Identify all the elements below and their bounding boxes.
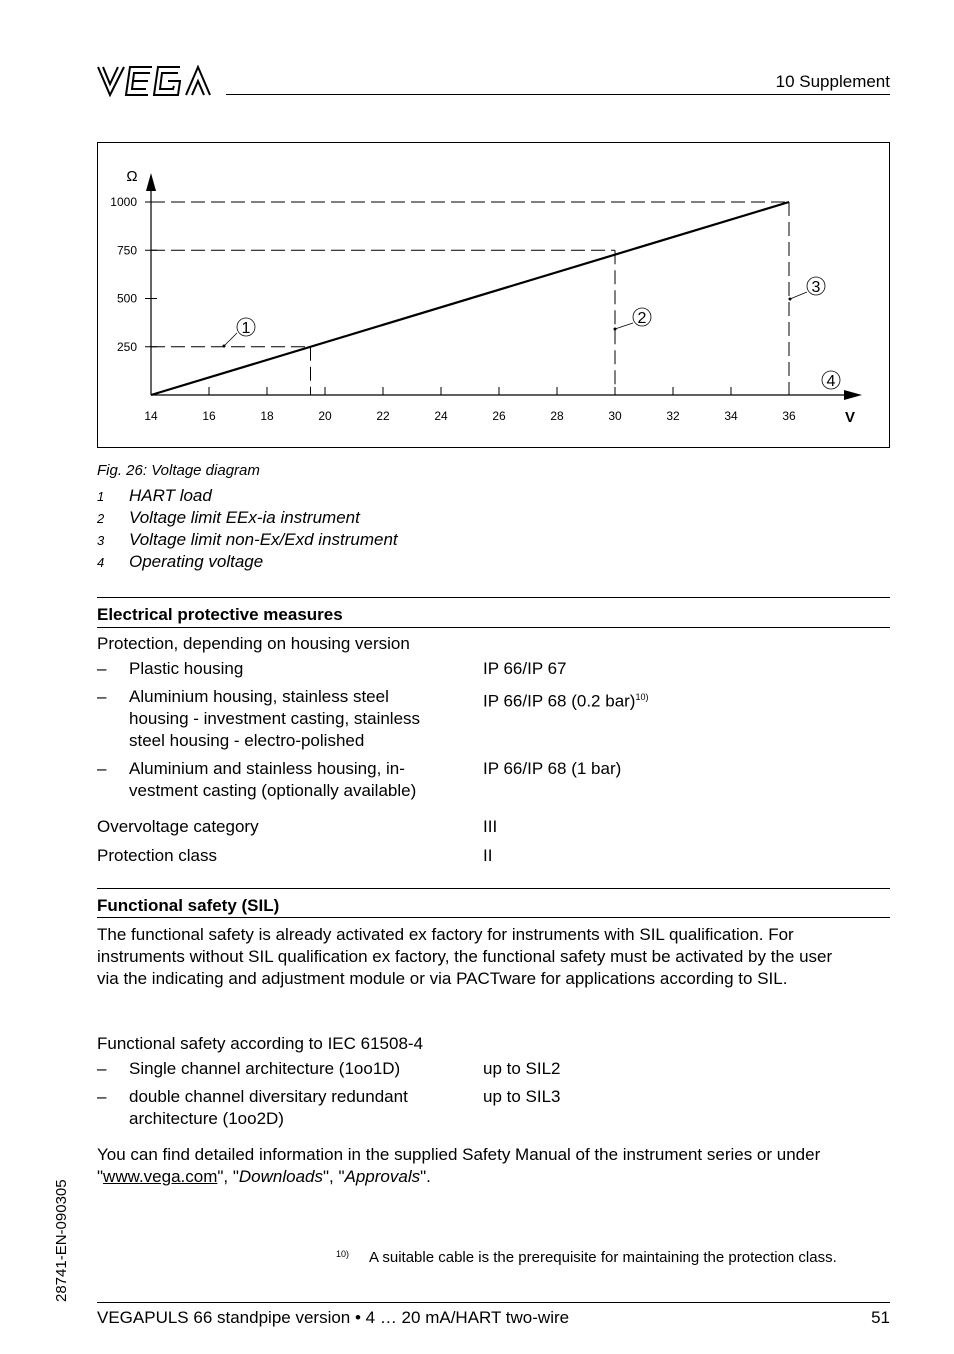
y-axis-arrow: [146, 173, 156, 191]
legend-item: 2 Voltage limit EEx-ia instrument: [97, 508, 360, 527]
protection-class-value: II: [483, 846, 493, 865]
y-tick-label: 1000: [110, 195, 137, 209]
dash: –: [97, 759, 107, 778]
overvoltage-label: Overvoltage category: [97, 817, 259, 836]
figure-caption: Fig. 26: Voltage diagram: [97, 462, 260, 479]
x-tick-label: 24: [434, 409, 448, 423]
footer-rule: [97, 1302, 890, 1303]
voltage-diagram: [97, 142, 890, 448]
header-section: 10 Supplement: [775, 72, 890, 91]
y-axis-label: Ω: [126, 168, 138, 185]
housing-value: IP 66/IP 68 (0.2 bar)$^{10)}$: [483, 691, 649, 711]
header-rule: [226, 94, 890, 95]
housing-value: IP 66/IP 67: [483, 659, 567, 678]
sil-paragraph: The functional safety is already activated ex factory for instruments with SIL qualification. For instruments without SIL qualification ex factory, the functional safety must be activated by the user via the indicating and adjustment module or via PACTware for applications according to SIL.: [97, 925, 833, 988]
y-tick-label: 500: [116, 291, 137, 306]
callout-leader: [615, 323, 633, 329]
protection-class-label: Protection class: [97, 846, 217, 865]
x-tick-label: 14: [144, 409, 158, 423]
x-tick-label: 18: [260, 409, 274, 423]
page-number: 51: [871, 1308, 890, 1327]
housing-label: Aluminium and stainless housing, in- vestment casting (optionally available): [129, 759, 417, 800]
document-code: 28741-EN-090305: [53, 1179, 70, 1302]
callout-number: 3: [811, 279, 821, 296]
legend-item: 3 Voltage limit non-Ex/Exd instrument: [97, 530, 398, 549]
callout-leader: [224, 333, 237, 346]
architecture-label: Single channel architecture (1oo1D): [129, 1059, 401, 1078]
info-paragraph: You can find detailed information in the supplied Safety Manual of the instrument series or under "www.vega.com", "Downloads", "Approvals".: [97, 1145, 821, 1186]
vega-logo: [96, 64, 214, 98]
x-tick-label: 30: [608, 409, 622, 423]
vega-link[interactable]: www.vega.com: [103, 1167, 218, 1186]
callout-dot: [614, 328, 617, 331]
section-title-protective: Electrical protective measures: [97, 605, 343, 624]
x-tick-label: 26: [492, 409, 506, 423]
dash: –: [97, 1087, 107, 1106]
architecture-value: up to SIL3: [483, 1087, 561, 1106]
housing-label: Aluminium housing, stainless steel housing - investment casting, stainless steel housing - electro-polished: [129, 687, 421, 750]
section-rule-top: [97, 597, 890, 598]
overvoltage-value: III: [483, 817, 498, 836]
footnote: $^{10)}$ A suitable cable is the prerequisite for maintaining the protection class.: [336, 1249, 837, 1266]
legend-item: 1 HART load: [97, 486, 212, 505]
x-tick-label: 16: [202, 409, 216, 423]
x-tick-label: 22: [376, 409, 390, 423]
section-rule-bottom: [97, 627, 890, 628]
series-line: [151, 202, 789, 395]
architecture-label: double channel diversitary redundant architecture (1oo2D): [129, 1087, 408, 1128]
protection-intro: Protection, depending on housing version: [97, 634, 410, 653]
legend-item: 4 Operating voltage: [97, 552, 264, 571]
x-axis-label: V: [844, 409, 856, 426]
y-tick-label: 750: [116, 243, 137, 258]
voltage-diagram-svg: [98, 143, 891, 449]
callout-number: 1: [241, 320, 251, 337]
callout-leader: [790, 292, 807, 299]
callout-number: 4: [826, 373, 836, 390]
y-tick-label: 250: [116, 339, 137, 354]
x-tick-label: 32: [666, 409, 680, 423]
callout-dot: [223, 345, 226, 348]
x-axis-arrow: [844, 390, 862, 400]
dash: –: [97, 687, 107, 706]
section-rule-top: [97, 888, 890, 889]
section-rule-bottom: [97, 917, 890, 918]
iec-label: Functional safety according to IEC 61508-4: [97, 1034, 424, 1053]
footer-title: VEGAPULS 66 standpipe version • 4 … 20 mA/HART two-wire: [97, 1308, 570, 1327]
housing-label: Plastic housing: [129, 659, 244, 678]
architecture-value: up to SIL2: [483, 1059, 561, 1078]
x-tick-label: 20: [318, 409, 332, 423]
x-tick-label: 28: [550, 409, 564, 423]
housing-value: IP 66/IP 68 (1 bar): [483, 759, 622, 778]
dash: –: [97, 1059, 107, 1078]
x-tick-label: 34: [724, 409, 738, 423]
dash: –: [97, 659, 107, 678]
callout-number: 2: [637, 310, 647, 327]
section-title-sil: Functional safety (SIL): [97, 896, 280, 915]
callout-dot: [789, 298, 792, 301]
x-tick-label: 36: [782, 409, 796, 423]
